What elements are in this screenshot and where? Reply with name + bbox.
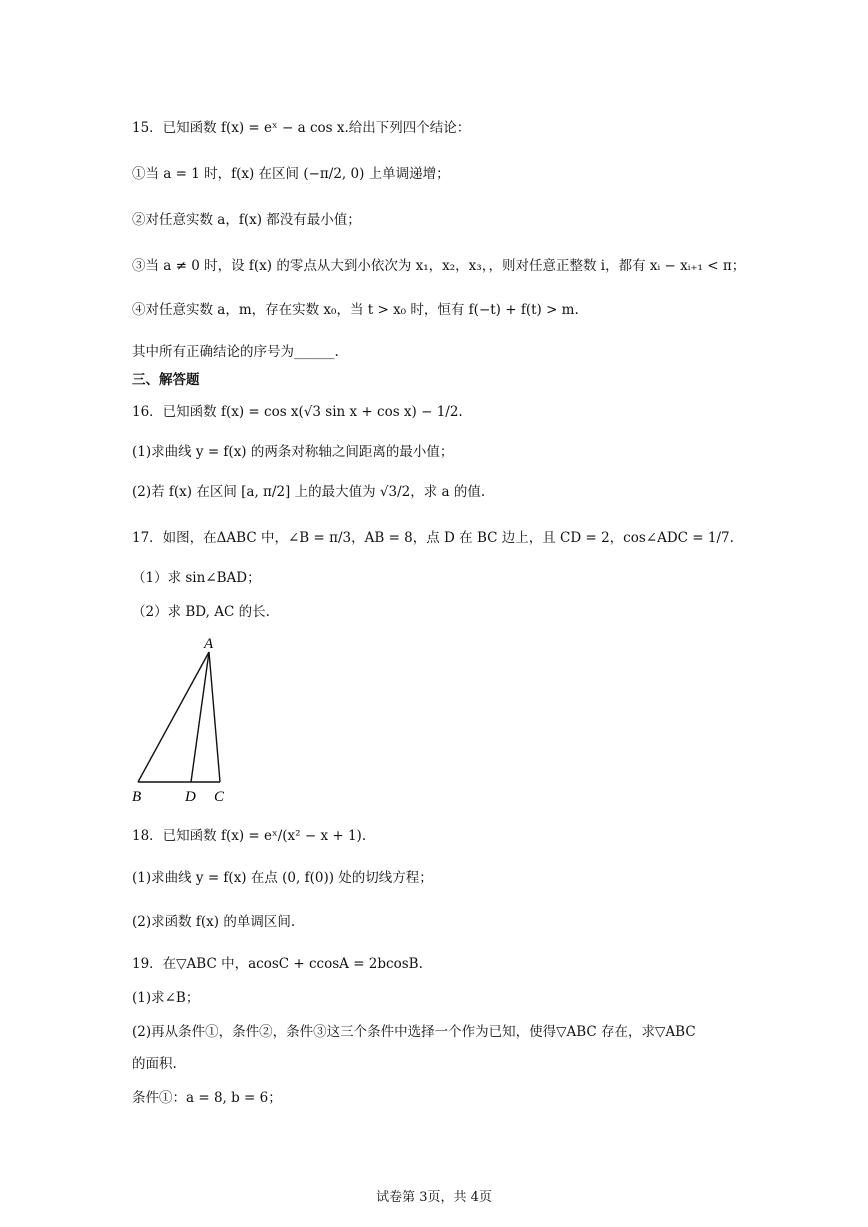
problem-19-part-1: (1)求∠B； (132, 990, 200, 1006)
problem-19-stem: 19．在▽ABC 中，acosC + ccosA = 2bcosB. (132, 956, 423, 972)
vertex-label-c: C (214, 789, 225, 805)
vertex-label-d: D (185, 789, 196, 805)
page-footer: 试卷第 3页，共 4页 (376, 1190, 492, 1205)
problem-19-part-2-continued: 的面积. (132, 1056, 177, 1072)
segment-ab (138, 652, 209, 782)
problem-18-part-2: (2)求函数 f(x) 的单调区间. (132, 914, 296, 930)
segment-ac (209, 652, 220, 782)
problem-15-statement-2: ②对任意实数 a，f(x) 都没有最小值； (132, 212, 361, 228)
problem-16-part-2: (2)若 f(x) 在区间 [a, π/2] 上的最大值为 √3/2，求 a 的值. (132, 484, 486, 500)
problem-19-part-2: (2)再从条件①，条件②，条件③这三个条件中选择一个作为已知，使得▽ABC 存在，求▽ABC (132, 1024, 696, 1040)
problem-15-question: 其中所有正确结论的序号为______. (132, 344, 339, 360)
problem-17-stem: 17．如图，在ΔABC 中，∠B = π/3，AB = 8，点 D 在 BC 边上，且 CD = 2，cos∠ADC = 1/7. (132, 530, 734, 546)
problem-15-statement-1: ①当 a = 1 时，f(x) 在区间 (−π/2, 0) 上单调递增； (132, 166, 450, 182)
problem-15-stem: 15．已知函数 f(x) = eˣ − a cos x.给出下列四个结论： (132, 120, 471, 136)
problem-16-part-1: (1)求曲线 y = f(x) 的两条对称轴之间距离的最小值； (132, 444, 454, 460)
triangle-figure (128, 630, 248, 814)
problem-15-statement-4: ④对任意实数 a，m，存在实数 x₀，当 t > x₀ 时，恒有 f(−t) + f(t) > m. (132, 302, 579, 318)
vertex-label-b: B (132, 789, 142, 805)
problem-18-stem: 18．已知函数 f(x) = eˣ/(x² − x + 1). (132, 828, 367, 844)
problem-17-part-2: （2）求 BD, AC 的长. (132, 604, 270, 620)
section-heading: 三、解答题 (132, 372, 200, 388)
vertex-label-a: A (204, 636, 214, 652)
problem-17-part-1: （1）求 sin∠BAD； (132, 570, 261, 586)
segment-ad (191, 652, 209, 782)
problem-19-condition-1: 条件①：a = 8, b = 6； (132, 1090, 282, 1106)
problem-18-part-1: (1)求曲线 y = f(x) 在点 (0, f(0)) 处的切线方程； (132, 870, 433, 886)
problem-16-stem: 16．已知函数 f(x) = cos x(√3 sin x + cos x) − 1/2. (132, 404, 463, 420)
problem-15-statement-3: ③当 a ≠ 0 时，设 f(x) 的零点从大到小依次为 x₁，x₂，x₃，，则对任意正整数 i，都有 xᵢ − xᵢ₊₁ < π； (132, 258, 746, 274)
